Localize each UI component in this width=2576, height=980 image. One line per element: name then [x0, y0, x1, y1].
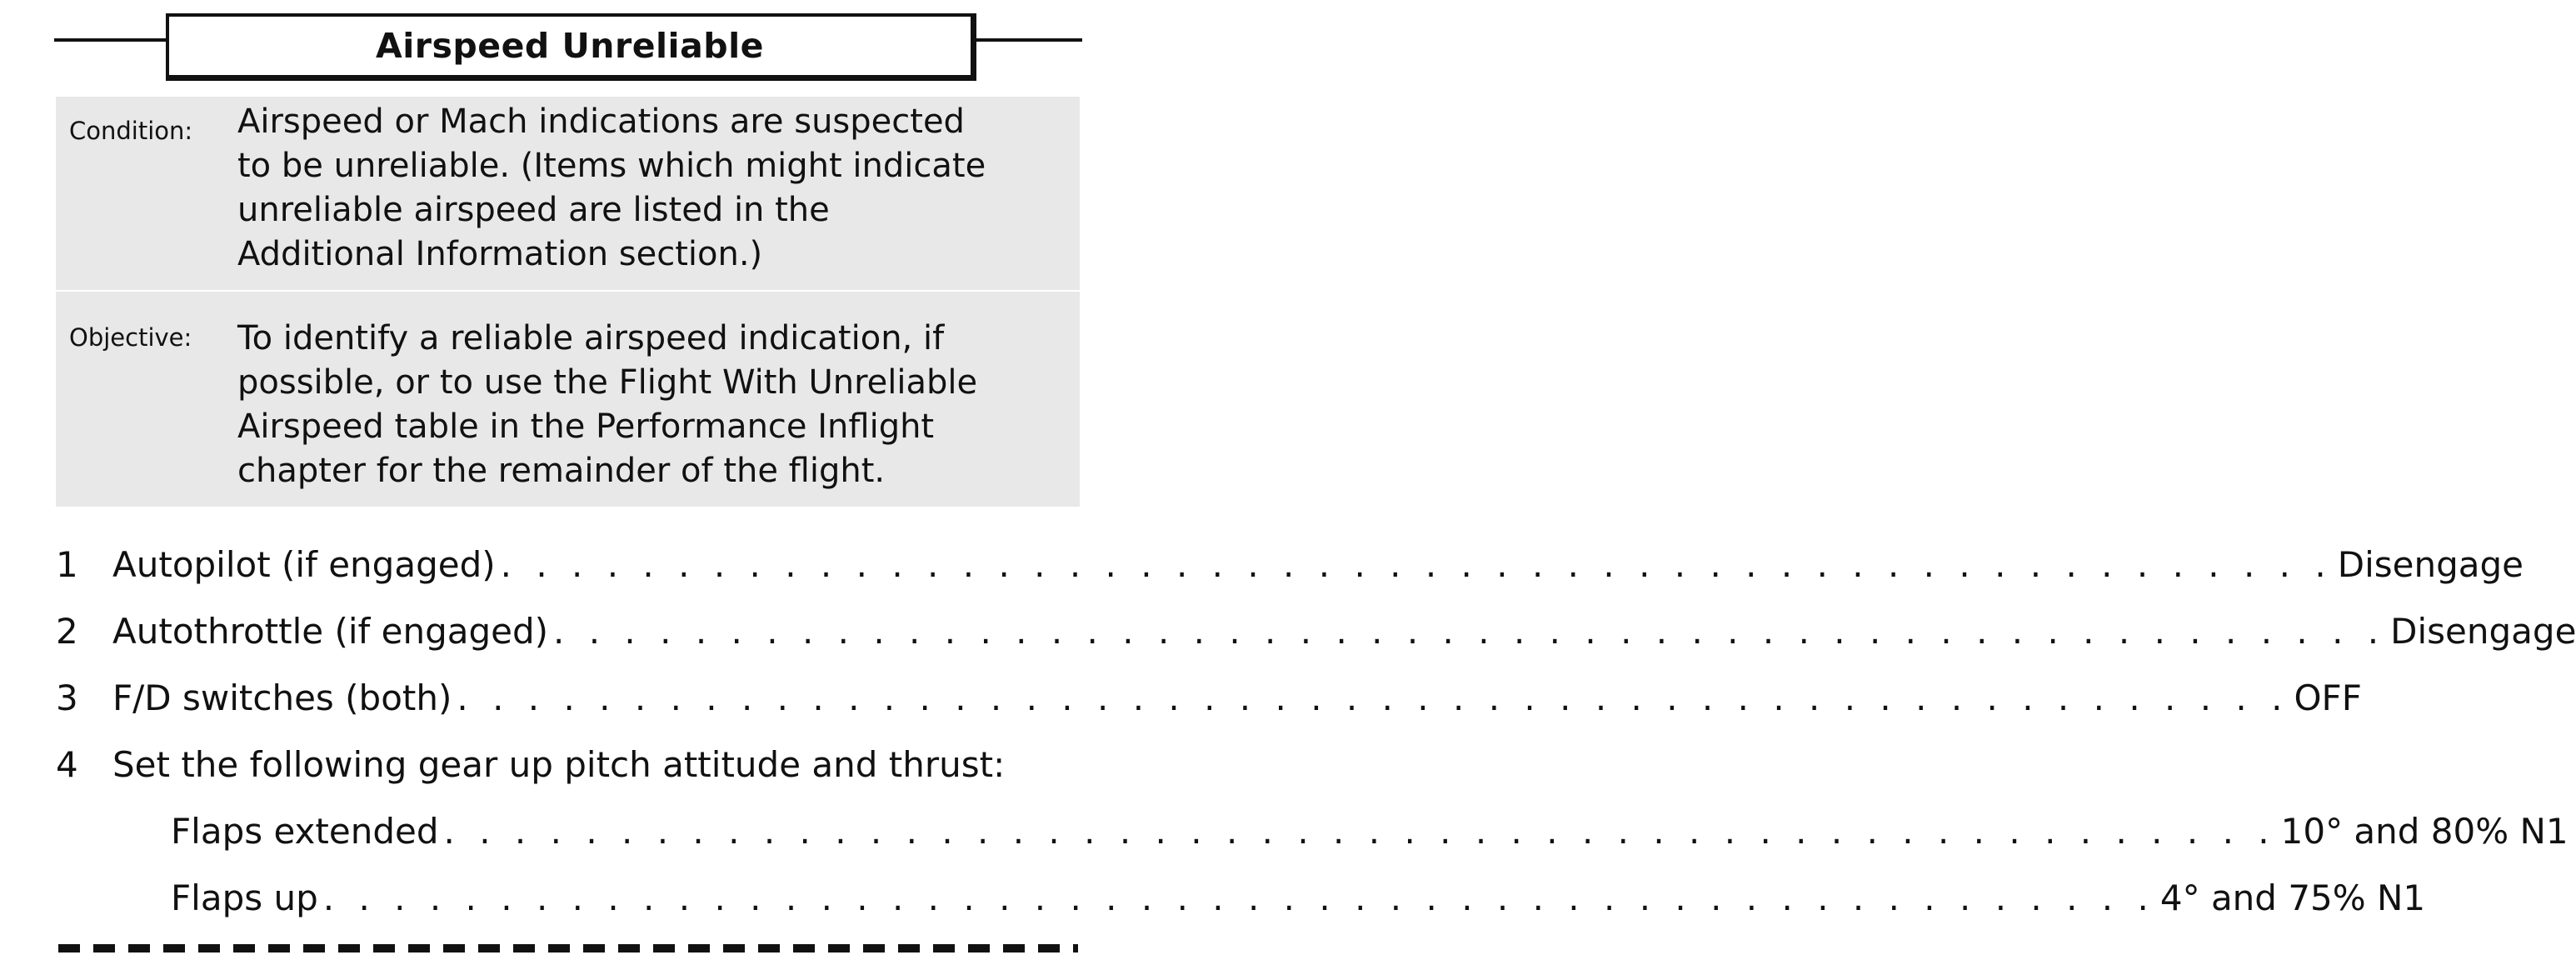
substep-label: Flaps up	[171, 878, 318, 918]
checklist-step-1	[56, 542, 2524, 588]
title-rule-left	[54, 38, 167, 42]
condition-line: Airspeed or Mach indications are suspected	[237, 102, 965, 141]
step-number: 3	[56, 678, 78, 718]
step-action: OFF	[2294, 678, 2362, 718]
dot-leader: . . . . . . . . . . . . . . . . . . . . . . . . . . . . . . . . . . . . . . . . . . . . . . . . . . . .	[457, 678, 2289, 718]
condition-line: to be unreliable. (Items which might indicate	[237, 147, 986, 185]
objective-label: Objective:	[69, 323, 192, 352]
step-label: Autopilot (if engaged)	[112, 544, 496, 585]
objective-line: To identify a reliable airspeed indication, if	[237, 319, 945, 358]
title-rule-right	[971, 38, 1082, 42]
objective-line: Airspeed table in the Performance Inflight	[237, 408, 935, 446]
step-number: 4	[56, 744, 78, 785]
substep-label: Flaps extended	[171, 811, 439, 852]
condition-panel	[56, 97, 1080, 290]
step-label: Set the following gear up pitch attitude and thrust:	[112, 744, 1006, 785]
continued-divider	[58, 944, 1078, 952]
substep-flaps-up	[171, 875, 2426, 922]
condition-line: Additional Information section.)	[237, 235, 763, 273]
step-number: 1	[56, 544, 78, 585]
checklist-step-4	[56, 742, 1079, 788]
step-action: Disengage	[2337, 544, 2524, 585]
dot-leader: . . . . . . . . . . . . . . . . . . . . . . . . . . . . . . . . . . . . . . . . . . . . . . . . . . . .	[553, 611, 2386, 652]
substep-flaps-extended	[171, 808, 2569, 855]
title-box	[166, 13, 976, 81]
condition-line: unreliable airspeed are listed in the	[237, 191, 830, 229]
condition-text	[237, 100, 1075, 277]
step-number: 2	[56, 611, 78, 652]
step-label: Autothrottle (if engaged)	[112, 611, 549, 652]
step-action: Disengage	[2390, 611, 2576, 652]
objective-line: chapter for the remainder of the flight.	[237, 452, 886, 490]
dot-leader: . . . . . . . . . . . . . . . . . . . . . . . . . . . . . . . . . . . . . . . . . . . . . . . . . . . .	[500, 544, 2333, 585]
substep-action: 4° and 75% N1	[2159, 878, 2426, 918]
condition-label: Condition:	[69, 117, 193, 145]
substep-action: 10° and 80% N1	[2280, 811, 2569, 852]
objective-line: possible, or to use the Flight With Unreliable	[237, 363, 978, 402]
checklist-step-2	[56, 608, 2576, 655]
dot-leader: . . . . . . . . . . . . . . . . . . . . . . . . . . . . . . . . . . . . . . . . . . . . . . . . . . . .	[322, 878, 2155, 918]
page-title: Airspeed Unreliable	[376, 26, 764, 66]
dot-leader: . . . . . . . . . . . . . . . . . . . . . . . . . . . . . . . . . . . . . . . . . . . . . . . . . . . .	[443, 811, 2276, 852]
step-label: F/D switches (both)	[112, 678, 452, 718]
objective-panel	[56, 292, 1080, 507]
objective-text	[237, 317, 1075, 493]
checklist-step-3	[56, 675, 2362, 722]
